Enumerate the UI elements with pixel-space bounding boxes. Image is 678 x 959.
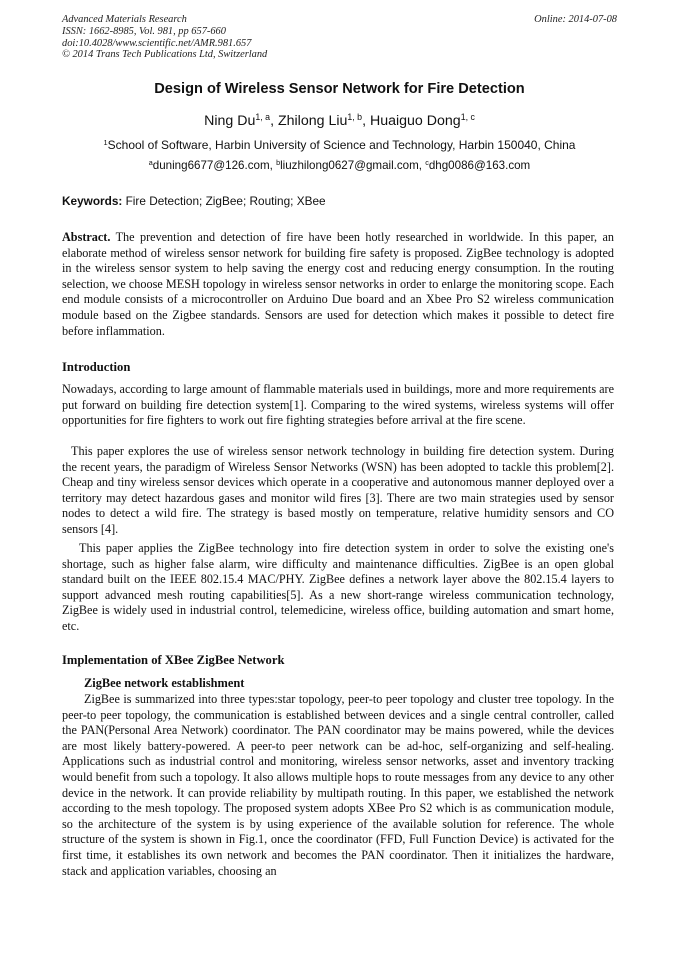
affiliation bbox=[62, 138, 617, 152]
paragraph: This paper explores the use of wireless sensor network technology in building fire detection system. During the recent years, the paradigm of Wireless Sensor Networks (WSN) has been adopted to tackle this problem[2]. Cheap and tiny wireless sensor devices which operate in a cooperative and autonomous manner deployed over a territory may detect hazardous gases and monitor wild fires [3]. There are two main strategies used by sensor nodes to detect a wild fire. The strategy is based mostly on temperature, relative humidity sensors and CO sensors [4]. bbox=[62, 444, 614, 536]
abstract-label: Abstract. bbox=[62, 230, 111, 244]
email-address[interactable]: dhg0086@163.com bbox=[428, 159, 531, 172]
abstract bbox=[62, 230, 614, 339]
email-mark: a bbox=[148, 158, 153, 168]
paragraph: ZigBee is summarized into three types:star topology, peer-to peer topology and cluster tree topology. In the peer-to peer topology, the communication is established between devices and a single central controller, called the PAN(Personal Area Network) coordinator. The PAN coordinator may be mains powered, while the devices are most likely battery-powered. A peer-to peer network can be ad-hoc, self-organizing and self-healing. Applications such as industrial control and monitoring, wireless sensor networks, asset and inventory tracking would benefit from such a topology. It also allows multiple hops to route messages from any device to any other device in the network. It can provide reliability by multipath routing. In this paper, we established the network according to the mesh topology. The proposed system adopts XBee Pro S2 which is as communication module, so the architecture of the system is by using experience of the available solution for reference. The whole structure of the system is shown in Fig.1, once the coordinator (FFD, Full Function Device) is activated for the first time, it establishes its own network and becomes the PAN coordinator. Then it initializes the hardware, stack and application variables, choosing an bbox=[62, 692, 614, 878]
paragraph: Nowadays, according to large amount of flammable materials used in buildings, more and more requirements are put forward on building fire detection system[1]. Comparing to the wired systems, wireless systems will offer opportunities for fire fighters to work out fire fighting strategies before arrival at the fire scene. bbox=[62, 382, 614, 428]
affiliation-mark: 1 bbox=[103, 137, 108, 147]
doi-line: doi:10.4028/www.scientific.net/AMR.981.657 bbox=[62, 37, 252, 49]
issn-line: ISSN: 1662-8985, Vol. 981, pp 657-660 bbox=[62, 25, 226, 37]
email-mark: c bbox=[425, 158, 429, 168]
author-affil-mark: 1, c bbox=[460, 112, 475, 123]
author-name: Huaiguo Dong bbox=[369, 113, 461, 129]
author-affil-mark: 1, b bbox=[347, 112, 363, 123]
journal-name: Advanced Materials Research bbox=[62, 14, 187, 25]
keywords bbox=[62, 194, 617, 208]
section-heading-implementation: Implementation of XBee ZigBee Network bbox=[62, 653, 285, 667]
author-name: Zhilong Liu bbox=[277, 113, 348, 129]
author-emails: $^a$duning6677@126.com, $^b$liuzhilong0627@gmail.com, $^c$dhg0086@163.com bbox=[148, 158, 531, 172]
affiliation-text: School of Software, Harbin University of Science and Technology, Harbin 150040, China bbox=[107, 138, 576, 152]
author-list: Ning Du$^{1, a}$, Zhilong Liu$^{1, b}$, Huaiguo Dong$^{1, c}$ bbox=[204, 112, 475, 129]
email-mark: b bbox=[276, 158, 281, 168]
paper-title: Design of Wireless Sensor Network for Fire Detection bbox=[154, 81, 525, 97]
paragraph: This paper applies the ZigBee technology into fire detection system in order to solve the existing one's shortage, such as higher false alarm, wire difficulty and maintenance difficulties. ZigBee is an open global standard built on the IEEE 802.15.4 MAC/PHY. ZigBee defines a network layer above the 802.15.4 layers to support advanced mesh routing capabilities[5]. As a new short-range wireless communication technology, ZigBee is widely used in industrial control, telemedicine, wireless office, building automation and smart home, etc. bbox=[62, 541, 614, 633]
email-address[interactable]: duning6677@126.com bbox=[152, 159, 270, 172]
publication-header bbox=[62, 14, 617, 61]
author-affil-mark: 1, a bbox=[255, 112, 271, 123]
section-heading-introduction: Introduction bbox=[62, 360, 131, 374]
abstract-text: The prevention and detection of fire have been hotly researched in worldwide. In this paper, an elaborate method of wireless sensor network for building fire safety is proposed. ZigBee technology is adopted in the wireless sensor system to help saving the energy cost and reducing energy consumption. In the routing selection, we choose MESH topology in wireless sensor networks in order to enlarge the monitoring scope. Each end module consists of a microcontroller on Arduino Due board and an Xbee Pro S2 wireless communication module based on the Zigbee standards. Sensors are used for detection which makes it possible to detect fire before inflammation. bbox=[62, 230, 614, 338]
email-address[interactable]: liuzhilong0627@gmail.com bbox=[280, 159, 419, 172]
subsection-heading: ZigBee network establishment bbox=[84, 676, 245, 690]
online-date: Online: 2014-07-08 bbox=[534, 14, 617, 25]
keywords-label: Keywords: bbox=[62, 194, 123, 208]
author-name: Ning Du bbox=[204, 113, 256, 129]
copyright-line: © 2014 Trans Tech Publications Ltd, Switzerland bbox=[62, 49, 268, 61]
keywords-text: Fire Detection; ZigBee; Routing; XBee bbox=[125, 194, 326, 208]
